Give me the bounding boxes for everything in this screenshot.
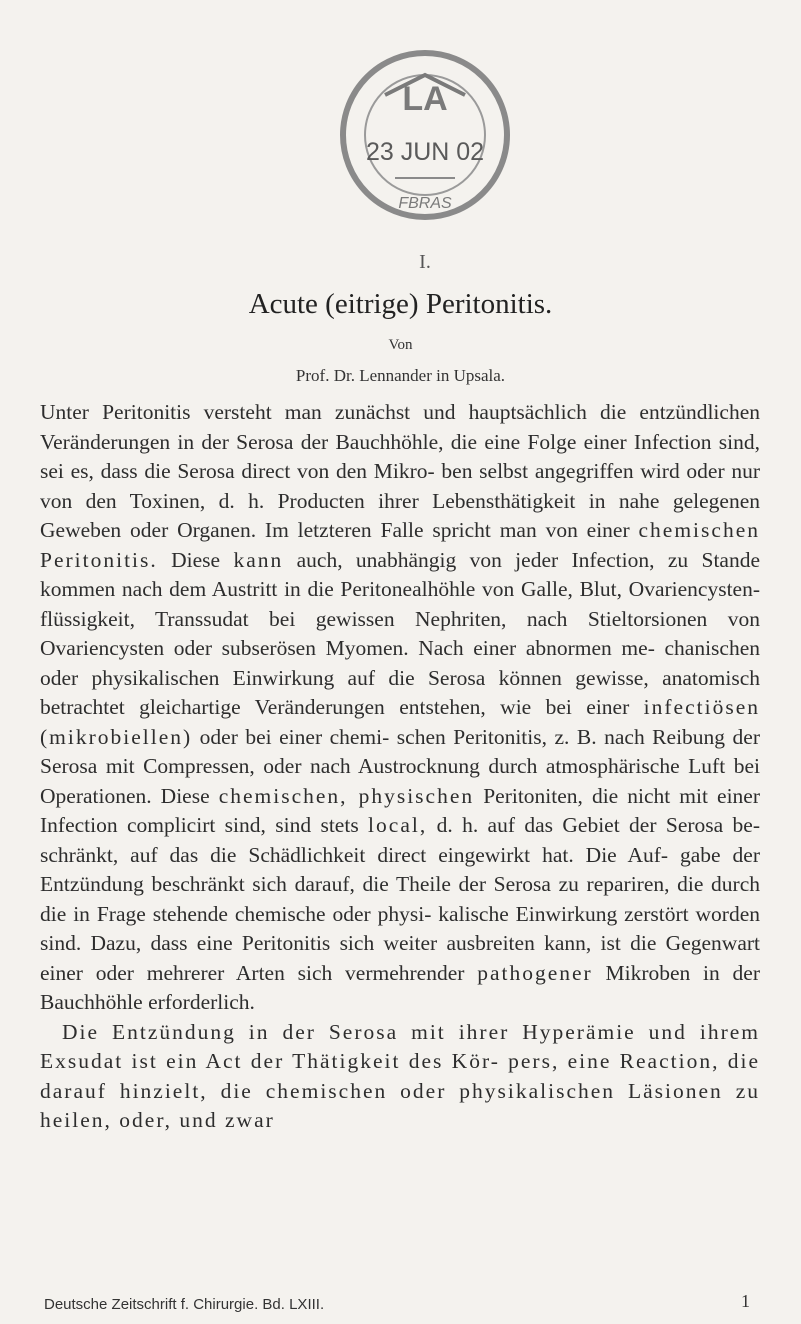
- byline-von: Von: [388, 337, 413, 353]
- article-body: [40, 398, 760, 1136]
- stamp-outer-ring: [343, 53, 507, 217]
- stamp-bottom-text: FBRAS: [398, 195, 452, 212]
- journal-footer: Deutsche Zeitschrift f. Chirurgie. Bd. LXIII.: [44, 1296, 325, 1313]
- stamp-date: 23 JUN 02: [365, 138, 485, 166]
- library-stamp: [330, 0, 520, 290]
- stamp-logo: LA: [402, 80, 448, 118]
- article-title: Acute (eitrige) Peritonitis.: [248, 288, 553, 320]
- paragraph-1: Unter Peritonitis versteht man zunächst und hauptsächlich die entzündlichen Veränderungen in der Serosa der Bauchhöhle, die eine Folge einer Infection sind, sei es, dass die Serosa direct von den Mikro- ben selbst angegriffen wird oder nur von den Toxinen, d. h. Producten ihrer Lebensthätigkeit in nahe gelegenen Geweben oder Organen. Im letzteren Falle spricht man von einer chemischen Peritonitis. Diese kann auch, unabhängig von jeder Infection, zu Stande kommen nach dem Austritt in die Peritonealhöhle von Galle, Blut, Ovariencysten- flüssigkeit, Transsudat bei gewissen Nephriten, nach Stieltorsionen von Ovariencysten oder subserösen Myomen. Nach einer abnormen me- chanischen oder physikalischen Einwirkung auf die Serosa können gewisse, anatomisch betrachtet gleichartige Veränderungen entstehen, wie bei einer infectiösen (mikrobiellen) oder bei einer chemi- schen Peritonitis, z. B. nach Reibung der Serosa mit Compressen, oder nach Austrocknung durch atmosphärische Luft bei Operationen. Diese chemischen, physischen Peritoniten, die nicht mit einer Infection complicirt sind, sind stets local, d. h. auf das Gebiet der Serosa be- schränkt, auf das die Schädlichkeit direct eingewirkt hat. Die Auf- gabe der Entzündung beschränkt sich darauf, die Theile der Serosa zu repariren, die durch die in Frage stehende chemische oder physi- kalische Einwirkung zerstört worden sind. Dazu, dass eine Peritonitis sich weiter ausbreiten kann, ist die Gegenwart einer oder mehrerer Arten sich vermehrender pathogener Mikroben in der Bauchhöhle erforderlich.: [40, 400, 761, 1014]
- stamp-mark: I.: [419, 251, 431, 273]
- paragraph-2: Die Entzündung in der Serosa mit ihrer Hyperämie und ihrem Exsudat ist ein Act der Thätigkeit des Kör- pers, eine Reaction, die darauf hinzielt, die chemischen oder physikalischen Läsionen zu heilen, oder, und zwar: [40, 1019, 760, 1132]
- page-number: 1: [741, 1291, 750, 1311]
- author-line: Prof. Dr. Lennander in Upsala.: [295, 366, 506, 385]
